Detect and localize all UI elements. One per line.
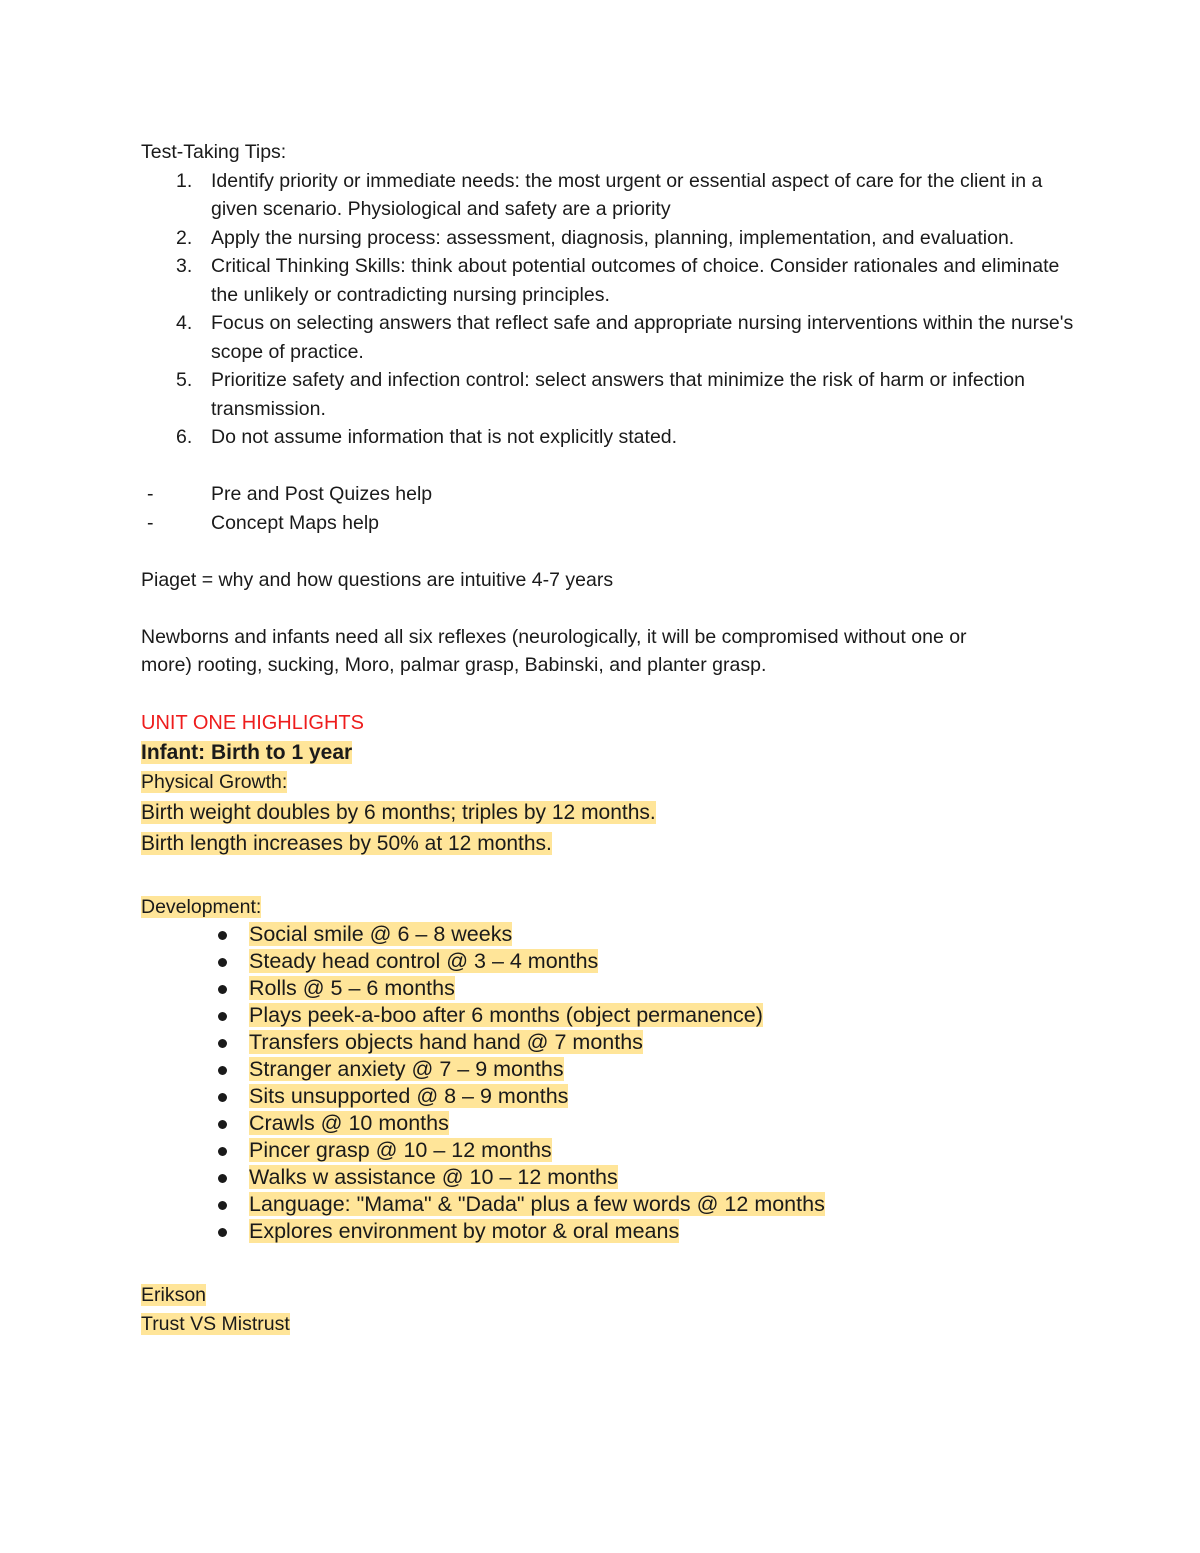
list-item: Steady head control @ 3 – 4 months [141,948,1081,975]
helps-list [141,480,1081,537]
list-item-text: Prioritize safety and infection control: select answers that minimize the risk of harm or infection transmission. [211,369,1025,420]
list-item-text: Identify priority or immediate needs: the most urgent or essential aspect of care for the client in a given scenario. Physiological and safety are a priority [211,169,1043,220]
list-item: 3. Critical Thinking Skills: think about potential outcomes of choice. Consider rationales and eliminate the unlikely or contradicting nursing principles. [176,255,1060,306]
reflexes-note-line-2: more) rooting, sucking, Moro, palmar grasp, Babinski, and planter grasp. [141,654,767,676]
list-item: Social smile @ 6 – 8 weeks [141,921,1081,948]
growth-line-length: Birth length increases by 50% at 12 months. [141,831,552,855]
bullet-icon [218,1174,227,1183]
list-item: Explores environment by motor & oral means [141,1218,1081,1245]
piaget-note: Piaget = why and how questions are intuitive 4-7 years [141,568,614,591]
bullet-icon [218,1093,227,1102]
bullet-icon [218,985,227,994]
list-item: 5. Prioritize safety and infection control: select answers that minimize the risk of harm or infection transmission. [176,369,1025,420]
test-tips-heading: Test-Taking Tips: [141,141,287,163]
reflexes-note-line-1: Newborns and infants need all six reflexes (neurologically, it will be compromised without one or [141,625,967,648]
development-label: Development: [141,895,262,918]
list-item: - Pre and Post Quizes help [147,483,433,505]
list-item: Crawls @ 10 months [141,1110,1081,1137]
list-item: Sits unsupported @ 8 – 9 months [141,1083,1081,1110]
bullet-icon [218,1012,227,1021]
test-tips-list [141,167,1081,452]
bullet-icon [218,1147,227,1156]
bullet-icon [218,1201,227,1210]
bullet-icon [218,1039,227,1048]
bullet-icon [218,1066,227,1075]
erikson-stage: Trust VS Mistrust [141,1312,290,1335]
bullet-icon [218,1228,227,1237]
list-item: Transfers objects hand hand @ 7 months [141,1029,1081,1056]
bullet-icon [218,931,227,940]
list-item: 4. Focus on selecting answers that reflect safe and appropriate nursing interventions within the nurse's scope of practice. [176,312,1074,363]
unit-title: Infant: Birth to 1 year [141,741,353,764]
list-item: Language: "Mama" & "Dada" plus a few words @ 12 months [141,1191,1081,1218]
erikson-label: Erikson [141,1284,207,1306]
list-item: - Concept Maps help [147,511,380,534]
bullet-icon [218,1120,227,1129]
growth-line-weight: Birth weight doubles by 6 months; triples by 12 months. [141,800,656,824]
list-item: 2. Apply the nursing process: assessment, diagnosis, planning, implementation, and evaluation. [176,226,1015,249]
list-item-text: Do not assume information that is not explicitly stated. [211,426,678,448]
list-item: Rolls @ 5 – 6 months [141,975,1081,1002]
list-item: Stranger anxiety @ 7 – 9 months [141,1056,1081,1083]
list-item: Plays peek-a-boo after 6 months (object permanence) [141,1002,1081,1029]
unit-heading: UNIT ONE HIGHLIGHTS [141,712,364,734]
document-page [141,138,1081,1338]
list-item-text: Apply the nursing process: assessment, diagnosis, planning, implementation, and evaluation. [211,226,1015,249]
list-item: 1. Identify priority or immediate needs: the most urgent or essential aspect of care for the client in a given scenario. Physiological and safety are a priority [176,169,1043,220]
physical-growth-label: Physical Growth: [141,771,288,793]
list-item-text: Critical Thinking Skills: think about potential outcomes of choice. Consider rationales and eliminate the unlikely or contradicting nursing principles. [211,255,1060,306]
bullet-icon [218,958,227,967]
list-item-text: Focus on selecting answers that reflect safe and appropriate nursing interventions within the nurse's scope of practice. [211,312,1074,363]
list-item: 6. Do not assume information that is not explicitly stated. [176,426,678,448]
list-item: Pincer grasp @ 10 – 12 months [141,1137,1081,1164]
list-item: Walks w assistance @ 10 – 12 months [141,1164,1081,1191]
development-list [141,921,1081,1245]
